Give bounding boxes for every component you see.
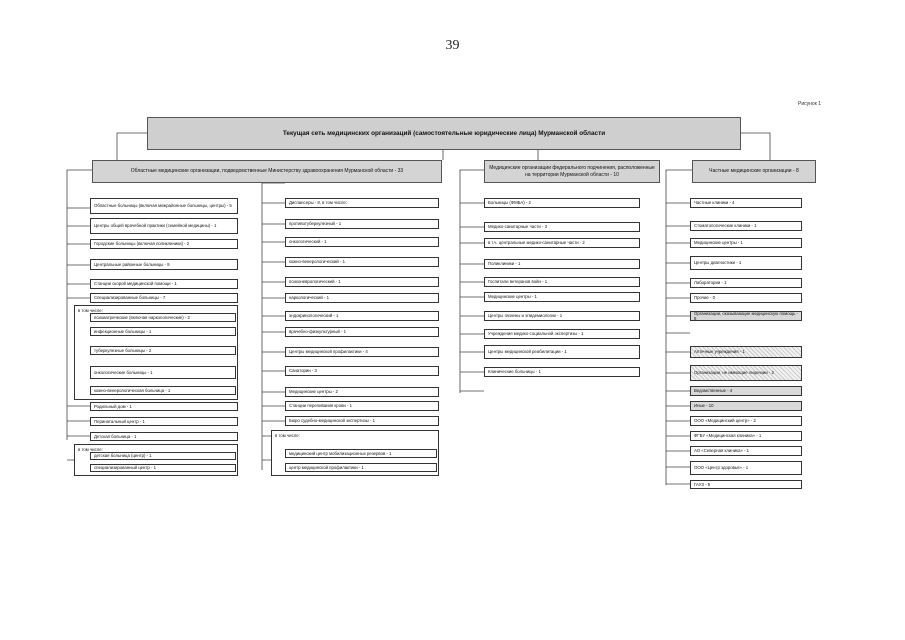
org-node: Медико-санитарные части - 3 [484, 222, 640, 232]
org-node: Прочие - 0 [690, 293, 802, 303]
org-node: Центральные районные больницы - 9 [90, 259, 238, 270]
org-node: Диспансеры - 8, в том числе: [285, 198, 439, 208]
org-subnode: психиатрические (включая наркологические) - 2 [90, 313, 236, 322]
org-subnode: кожно-венерологическая больница - 1 [90, 386, 236, 395]
org-subnode: ГАУЗ - 5 [690, 480, 802, 489]
org-node: психоневрологический - 1 [285, 277, 439, 287]
org-node: Городские больницы (включая поликлиники) - 2 [90, 239, 238, 249]
org-node: Санатории - 3 [285, 366, 439, 376]
org-subnode: детская больница (центр) - 1 [90, 452, 236, 460]
org-node: противотуберкулезный - 1 [285, 219, 439, 229]
subgroup-heading: в том числе: [275, 433, 300, 438]
org-node: Станции переливания крови - 1 [285, 401, 439, 411]
page-number: 39 [445, 38, 460, 53]
figure-label: Рисунок 1 [798, 101, 822, 107]
org-subnode: специализированный центр - 1 [90, 464, 236, 472]
org-subnode: АО «Северная клиника» - 1 [690, 446, 802, 456]
org-node-shaded: Организации, оказывающие медицинскую помощь - 8 [690, 311, 802, 321]
org-subnode: ФГБУ «Медицинская клиника» - 1 [690, 431, 802, 441]
org-node: Специализированные больницы - 7 [90, 293, 238, 303]
org-node: Областные больницы (включая межрайонные больницы, центры) - 5 [90, 198, 238, 214]
org-subnode: инфекционные больницы - 1 [90, 327, 236, 336]
column-header-regional: Областные медицинские организации, подведомственные Министерству здравоохранения Мурманской области - 33 [92, 160, 442, 183]
org-subnode: ООО «Центр здоровья» - 1 [690, 461, 802, 475]
org-node: Центры диагностики - 1 [690, 256, 802, 270]
org-node: врачебно-физкультурный - 1 [285, 327, 439, 337]
org-node: Перинатальный центр - 1 [90, 417, 238, 426]
org-node-hatched: Организации, не имеющие лицензии - 2 [690, 365, 802, 381]
org-node: в т.ч. центральные медико-санитарные части - 2 [484, 238, 640, 248]
org-node: Родильный дом - 1 [90, 402, 238, 411]
org-node: Бюро судебно-медицинской экспертизы - 1 [285, 416, 439, 426]
org-node: Центры медицинской реабилитации - 1 [484, 345, 640, 359]
org-subnode: онкологические больницы - 1 [90, 366, 236, 379]
org-node: наркологический - 1 [285, 293, 439, 303]
org-node: Лаборатории - 1 [690, 278, 802, 288]
column-header-private: Частные медицинские организации - 8 [692, 160, 816, 183]
org-node: Медицинские центры - 1 [690, 238, 802, 248]
org-node: Частные клиники - 4 [690, 198, 802, 208]
org-node: Центры гигиены и эпидемиологии - 1 [484, 311, 640, 321]
org-node: эндокринологический - 1 [285, 311, 439, 321]
subgroup-heading: в том числе: [78, 308, 103, 313]
org-node: Госпитали ветеранов войн - 1 [484, 277, 640, 287]
org-subnode: медицинский центр мобилизационных резервов - 1 [285, 449, 437, 458]
org-node: Учреждения медико-социальной экспертизы - 1 [484, 329, 640, 339]
org-subnode: ООО «Медицинский центр» - 2 [690, 416, 802, 426]
org-node: Медицинские центры - 2 [285, 387, 439, 397]
org-node: Больницы (ФМБА) - 2 [484, 198, 640, 208]
org-node: Центры медицинской профилактики - 4 [285, 347, 439, 357]
org-subnode: центр медицинской профилактики - 1 [285, 463, 437, 472]
org-node: Поликлиники - 1 [484, 259, 640, 269]
org-node: Центры общей врачебной практики (семейной медицины) - 1 [90, 218, 238, 234]
org-node: Медицинские центры - 1 [484, 292, 640, 302]
org-node-shaded: Иные - 10 [690, 401, 802, 411]
subgroup-heading: в том числе: [78, 447, 103, 452]
org-node: Стоматологические клиники - 1 [690, 221, 802, 231]
org-node: Клинические больницы - 1 [484, 367, 640, 377]
org-node: Станции скорой медицинской помощи - 1 [90, 279, 238, 289]
column-header-federal: Медицинские организации федерального подчинения, расположенные на территории Мурманской области - 10 [484, 160, 660, 183]
org-node: онкологический - 1 [285, 237, 439, 247]
root-node: Текущая сеть медицинских организаций (самостоятельные юридические лица) Мурманской области [147, 117, 741, 150]
org-subnode: туберкулезные больницы - 2 [90, 346, 236, 355]
org-node: кожно-венерологический - 1 [285, 257, 439, 267]
org-node-hatched: Аптечные учреждения - 1 [690, 346, 802, 358]
org-node-shaded: Ведомственные - 4 [690, 386, 802, 396]
org-node: Детская больница - 1 [90, 432, 238, 441]
